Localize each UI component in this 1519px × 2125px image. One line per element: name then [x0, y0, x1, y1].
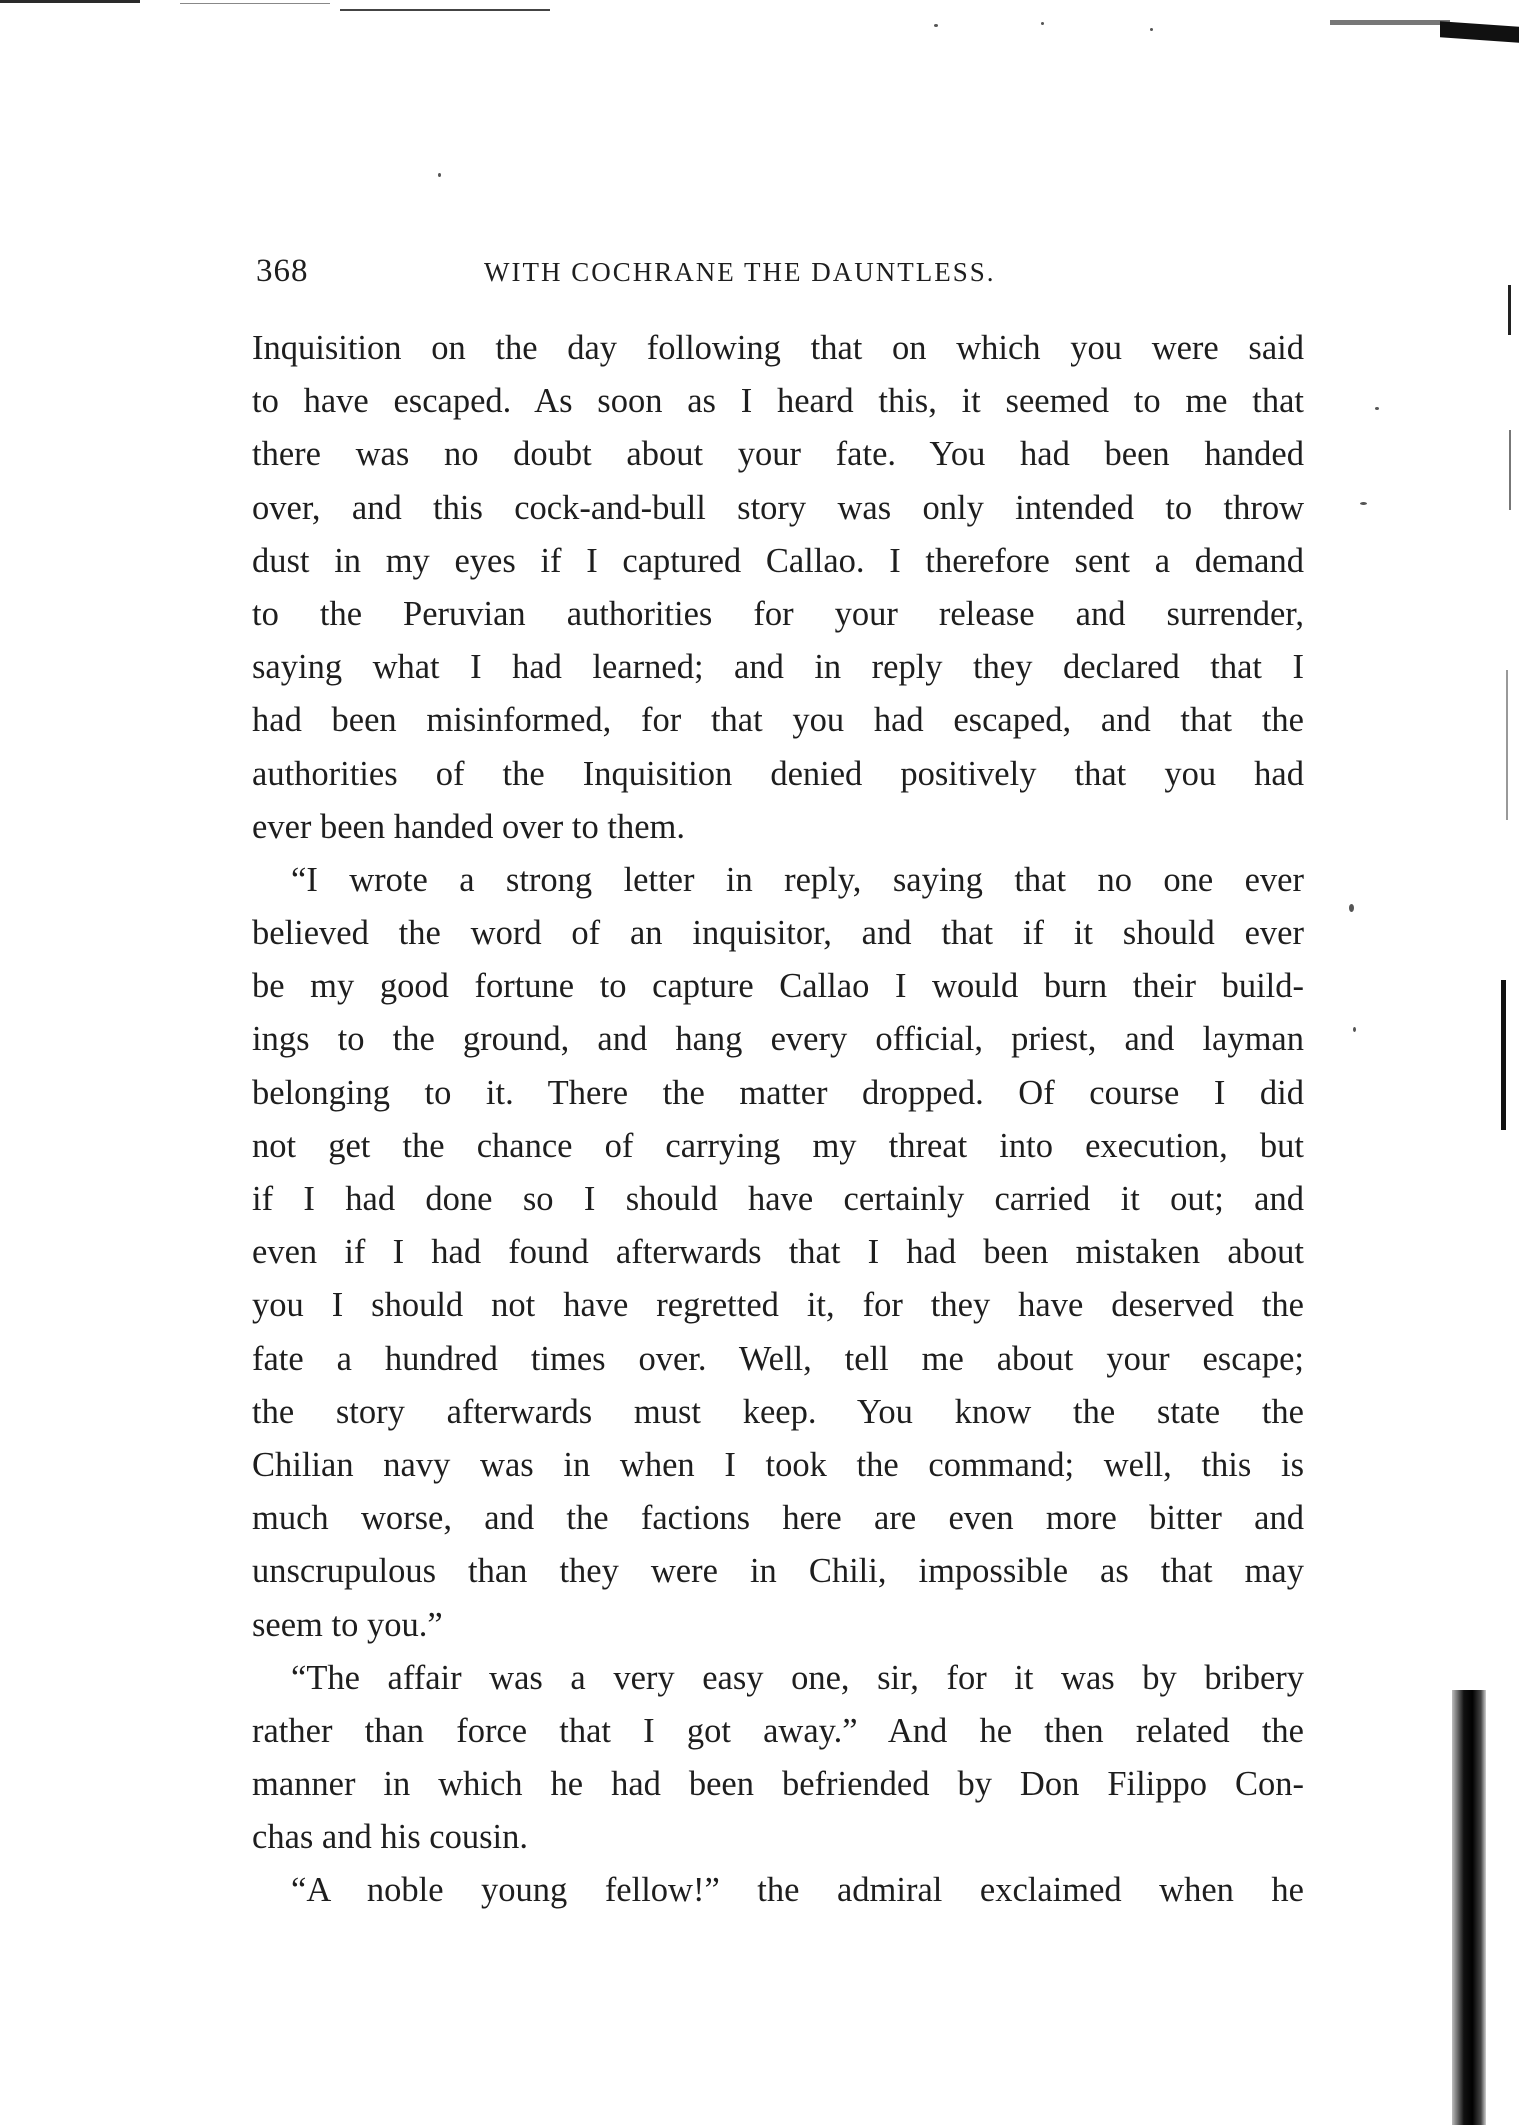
scan-edge-mark: [0, 0, 140, 3]
text-line: “I wrote a strong letter in reply, saying that no one ever: [291, 860, 1304, 899]
text-line: there was no doubt about your fate. You had been handed: [252, 435, 1304, 474]
text-line: “A noble young fellow!” the admiral exclaimed when he: [291, 1871, 1304, 1910]
text-line: ever been handed over to them.: [252, 807, 685, 846]
text-line: authorities of the Inquisition denied positively that you had: [252, 754, 1304, 793]
page-header: [256, 253, 1308, 297]
scan-speck: [1150, 28, 1153, 31]
text-line: chas and his cousin.: [252, 1818, 528, 1857]
scan-edge-mark: [1506, 670, 1508, 820]
scan-edge-mark: [1508, 285, 1511, 335]
text-line: believed the word of an inquisitor, and that if it should ever: [252, 914, 1304, 953]
text-line: manner in which he had been befriended by Don Filippo Con-: [252, 1765, 1304, 1804]
text-line: seem to you.”: [252, 1605, 443, 1644]
text-line: over, and this cock-and-bull story was only intended to throw: [252, 488, 1304, 527]
scan-edge-mark: [1501, 980, 1506, 1130]
text-line: dust in my eyes if I captured Callao. I therefore sent a demand: [252, 541, 1304, 580]
running-head: WITH COCHRANE THE DAUNTLESS.: [484, 257, 996, 287]
text-line: ings to the ground, and hang every official, priest, and layman: [252, 1020, 1304, 1059]
scan-speck: [438, 173, 441, 177]
scan-speck: [1041, 22, 1044, 25]
page-number: 368: [256, 253, 309, 289]
body-text: [252, 322, 1304, 1918]
text-line: the story afterwards must keep. You know the state the: [252, 1392, 1304, 1431]
text-line: to the Peruvian authorities for your release and surrender,: [252, 594, 1304, 633]
text-line: fate a hundred times over. Well, tell me about your escape;: [252, 1339, 1304, 1378]
scan-edge-mark: [1509, 430, 1511, 510]
scan-speck: [1353, 1027, 1356, 1032]
text-line: to have escaped. As soon as I heard this, it seemed to me that: [252, 382, 1304, 421]
text-line: Inquisition on the day following that on which you were said: [252, 329, 1304, 367]
text-line: Chilian navy was in when I took the command; well, this is: [252, 1445, 1304, 1484]
scan-speck: [1360, 502, 1367, 505]
scan-speck: [1349, 904, 1354, 912]
text-line: rather than force that I got away.” And he then related the: [252, 1711, 1304, 1750]
text-line: not get the chance of carrying my threat into execution, but: [252, 1126, 1304, 1165]
text-line: had been misinformed, for that you had escaped, and that the: [252, 701, 1304, 740]
text-line: saying what I had learned; and in reply they declared that I: [252, 648, 1304, 687]
text-line: unscrupulous than they were in Chili, impossible as that may: [252, 1552, 1304, 1591]
scan-edge-mark: [180, 3, 330, 4]
scan-edge-shadow: [1452, 1690, 1486, 2125]
scan-speck: [1375, 407, 1379, 410]
scan-speck: [934, 24, 938, 27]
text-line: “The affair was a very easy one, sir, for it was by bribery: [291, 1658, 1304, 1697]
scan-edge-mark: [1440, 21, 1519, 43]
text-line: you I should not have regretted it, for they have deserved the: [252, 1286, 1304, 1325]
text-line: belonging to it. There the matter dropped. Of course I did: [252, 1073, 1304, 1112]
text-line: be my good fortune to capture Callao I would burn their build-: [252, 967, 1304, 1006]
scan-edge-mark: [340, 9, 550, 11]
text-line: even if I had found afterwards that I had been mistaken about: [252, 1233, 1304, 1272]
scan-edge-mark: [1330, 20, 1450, 25]
text-line: much worse, and the factions here are even more bitter and: [252, 1499, 1304, 1538]
text-line: if I had done so I should have certainly carried it out; and: [252, 1180, 1304, 1218]
